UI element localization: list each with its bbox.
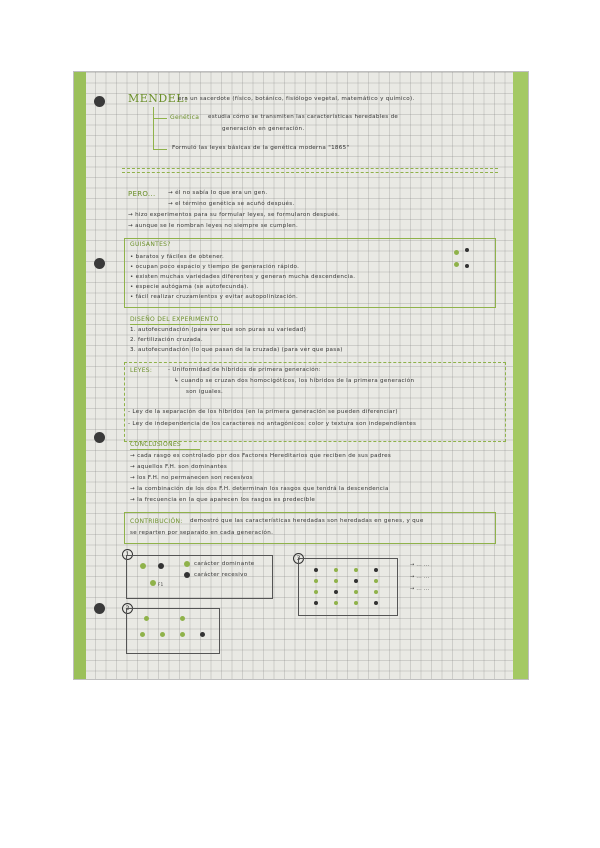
allele-dot [180, 616, 185, 621]
diagram-number: 1 [122, 549, 133, 560]
punnett-dot [374, 568, 378, 572]
guisantes-item: • existen muchas variedades diferentes y generan mucha descendencia. [130, 274, 356, 280]
punnett-dot [354, 579, 358, 583]
conclusion-item: → aquellos F.H. son dominantes [130, 464, 228, 470]
conclusion-item: → cada rasgo es controlado por dos Factores Hereditarios que reciben de sus padres [130, 453, 392, 459]
leyes-line-1: - Uniformidad de híbridos de primera generación: [168, 367, 321, 373]
contribucion-line-2: se reparten por separado en cada generación. [130, 530, 274, 536]
conclusion-item: → la combinación de los dos F.H. determinan los rasgos que tendrá la descendencia [130, 486, 389, 492]
pero-line-2: → el término genética se acuñó después. [168, 201, 295, 207]
allele-dot [158, 563, 164, 569]
leyes-line-5: - Ley de independencia de los caracteres no antagónicos: color y textura son independientes [128, 421, 417, 427]
conclusion-item: → los F.H. no permanecen son recesivos [130, 475, 253, 481]
legend-dominant: carácter dominante [194, 561, 255, 567]
leyes-label: LEYES: [130, 367, 153, 374]
diseno-item: 2. fertilización cruzada. [130, 337, 203, 343]
diagram-3-note: → ... ... [410, 574, 430, 580]
diagram-2-box [126, 608, 220, 654]
punnett-dot [334, 601, 338, 605]
punch-hole [94, 258, 105, 269]
legend-recessive-dot [184, 572, 190, 578]
allele-dot [160, 632, 165, 637]
punnett-dot [334, 590, 338, 594]
bracket-arrow [153, 149, 167, 150]
punnett-dot [374, 590, 378, 594]
contribucion-box [124, 512, 496, 544]
conclusion-item: → la frecuencia en la que aparecen los rasgos es predecible [130, 497, 316, 503]
left-binding-strip [74, 72, 86, 679]
mendel-intro: era un sacerdote (físico, botánico, fisiólogo vegetal, matemático y químico). [178, 96, 415, 102]
allele-dot [144, 616, 149, 621]
right-binding-strip [513, 72, 528, 679]
bracket-line [153, 107, 154, 149]
separator [122, 172, 498, 173]
diseno-label: DISEÑO DEL EXPERIMENTO [130, 316, 219, 323]
punnett-dot [354, 590, 358, 594]
f1-label: F1 [158, 582, 164, 587]
punch-hole [94, 432, 105, 443]
allele-dot [200, 632, 205, 637]
punnett-dot [374, 601, 378, 605]
leyes-line-3: son iguales. [186, 389, 224, 395]
allele-dot [140, 632, 145, 637]
guisantes-label: GUISANTES? [130, 241, 171, 248]
bracket-arrow [153, 118, 167, 119]
diseno-item: 1. autofecundación (para ver que son puras su variedad) [130, 327, 307, 333]
pero-label: PERO... [128, 190, 156, 198]
underline [130, 449, 200, 450]
leyes-line-2: ↳ cuando se cruzan dos homocigóticos, los híbridos de la primera generación [174, 378, 415, 384]
punnett-dot [354, 568, 358, 572]
leyes-box [124, 362, 506, 442]
pero-line-1: → él no sabía lo que era un gen. [168, 190, 268, 196]
guisantes-item: • baratos y fáciles de obtener. [130, 254, 225, 260]
punch-hole [94, 96, 105, 107]
pea-dot [465, 248, 469, 252]
diagram-number: 3 [293, 553, 304, 564]
guisantes-item: • fácil realizar cruzamientos y evitar autopolinización. [130, 294, 299, 300]
allele-dot [140, 563, 146, 569]
diagram-3-box [298, 558, 398, 616]
guisantes-item: • especie autógama (se autofecunda). [130, 284, 249, 290]
allele-dot [180, 632, 185, 637]
pea-dot [465, 264, 469, 268]
legend-recessive: carácter recesivo [194, 572, 248, 578]
mendel-title: MENDEL: [128, 92, 189, 105]
contribucion-label: CONTRIBUCIÓN: [130, 518, 183, 525]
pea-dot [454, 250, 459, 255]
diseno-item: 3. autofecundación (lo que pasan de la cruzada) (para ver que pasa) [130, 347, 343, 353]
genetica-label: Genética [170, 114, 200, 121]
pero-line-3: → hizo experimentos para su formular leyes, se formularon después. [128, 212, 341, 218]
pero-line-4: → aunque se le nombran leyes no siempre se cumplen. [128, 223, 299, 229]
diagram-number: 2 [122, 603, 133, 614]
contribucion-line-1: demostró que las características heredadas son heredadas en genes, y que [190, 518, 424, 524]
punch-hole [94, 603, 105, 614]
punnett-dot [334, 579, 338, 583]
leyes-line-4: - Ley de la separación de los híbridos (en la primera generación se pueden diferenciar) [128, 409, 398, 415]
genetica-text: estudia cómo se transmiten las características heredables de [208, 114, 399, 120]
punnett-dot [354, 601, 358, 605]
genetica-text-2: generación en generación. [222, 126, 305, 132]
punnett-dot [334, 568, 338, 572]
leyes-text: Formuló las leyes básicas de la genética moderna "1865" [172, 145, 350, 151]
diagram-3-note: → ... ... [410, 562, 430, 568]
pea-dot [454, 262, 459, 267]
underline [130, 324, 230, 325]
punnett-dot [314, 579, 318, 583]
punnett-dot [374, 579, 378, 583]
diagram-3-note: → ... ... [410, 586, 430, 592]
punnett-dot [314, 568, 318, 572]
separator [122, 168, 498, 169]
legend-dominant-dot [184, 561, 190, 567]
guisantes-item: • ocupan poco espacio y tiempo de generación rápido. [130, 264, 300, 270]
allele-dot [150, 580, 156, 586]
punnett-dot [314, 601, 318, 605]
punnett-dot [314, 590, 318, 594]
conclusiones-label: CONCLUSIONES [130, 441, 182, 448]
